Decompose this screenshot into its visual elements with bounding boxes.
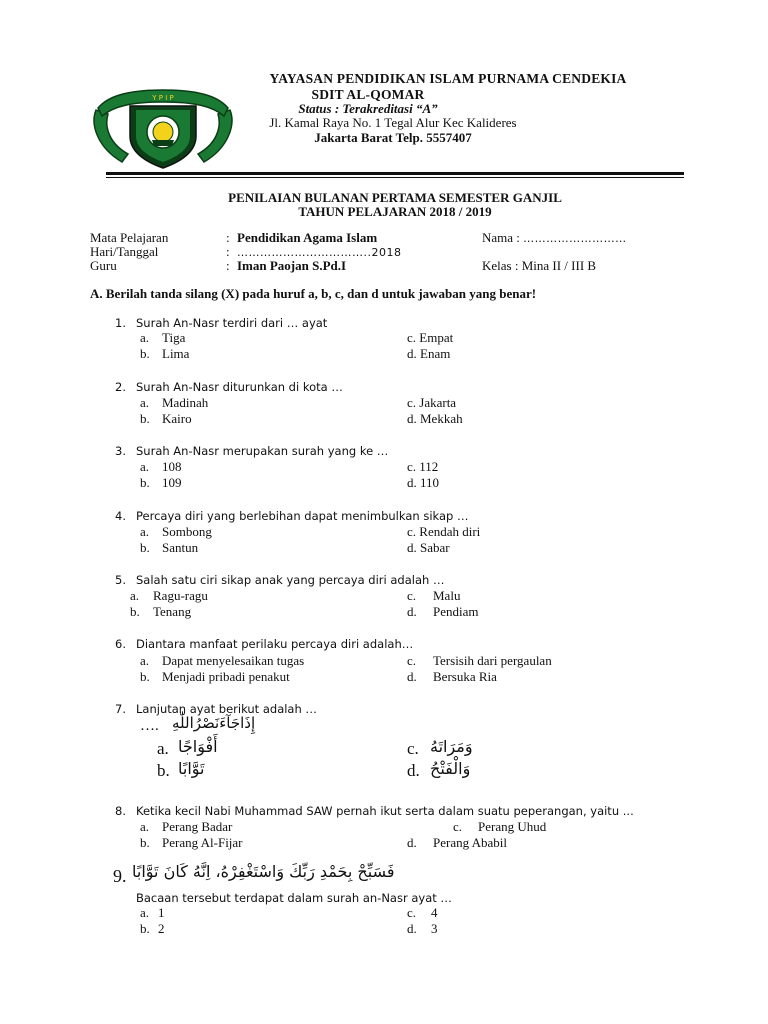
colon: : (226, 258, 230, 273)
question-number: 6. (115, 637, 126, 651)
option-b: Menjadi pribadi penakut (162, 669, 290, 684)
option-b: Tenang (153, 604, 192, 619)
option-d: d. Sabar (407, 540, 450, 555)
option-d: 3 (431, 921, 438, 936)
option-a-letter: a. (140, 459, 150, 474)
option-c-letter: c. (407, 588, 417, 603)
option-d-letter: d. (407, 669, 417, 684)
question-number: 7. (115, 702, 126, 716)
question-number: 8. (115, 804, 126, 818)
option-a: 108 (162, 459, 182, 474)
option-a-letter: a. (157, 739, 169, 758)
option-d-arabic: وَالْفَتْحُ (430, 759, 471, 778)
question-text: Lanjutan ayat berikut adalah … (136, 702, 317, 716)
option-a-letter: a. (140, 395, 150, 410)
option-d-letter: d. (407, 761, 420, 780)
option-c: c. 112 (407, 459, 439, 474)
option-a: Madinah (162, 395, 209, 410)
option-c: Tersisih dari pergaulan (433, 653, 552, 668)
option-b-arabic: تَوَّابًا (178, 759, 205, 778)
foundation-name: YAYASAN PENDIDIKAN ISLAM PURNAMA CENDEKIA (269, 71, 627, 86)
option-b: 109 (162, 475, 182, 490)
teacher-value: Iman Paojan S.Pd.I (237, 258, 347, 273)
option-d: d. 110 (407, 475, 440, 490)
question-text: Diantara manfaat perilaku percaya diri adalah… (136, 637, 414, 651)
date-label: Hari/Tanggal (90, 244, 159, 259)
header-rule-thick (106, 172, 684, 175)
option-b: Santun (162, 540, 199, 555)
question-text: Ketika kecil Nabi Muhammad SAW pernah ikut serta dalam suatu peperangan, yaitu ... (136, 804, 634, 818)
logo-text: Y P I P (152, 94, 174, 102)
subject-value: Pendidikan Agama Islam (237, 230, 378, 245)
option-a-letter: a. (140, 819, 150, 834)
option-c: Malu (433, 588, 461, 603)
question-text: Salah satu ciri sikap anak yang percaya diri adalah … (136, 573, 445, 587)
option-b-letter: b. (140, 411, 150, 426)
option-b-letter: b. (140, 540, 150, 555)
question-text: Percaya diri yang berlebihan dapat menimbulkan sikap … (136, 509, 469, 523)
school-name: SDIT AL-QOMAR (311, 87, 425, 102)
question-number: 4. (115, 509, 126, 523)
city-phone: Jakarta Barat Telp. 5557407 (314, 130, 472, 145)
option-a-letter: a. (130, 588, 140, 603)
option-b: Perang Al-Fijar (162, 835, 243, 850)
option-d: Perang Ababil (433, 835, 508, 850)
option-a-letter: a. (140, 905, 150, 920)
option-c: Perang Uhud (478, 819, 547, 834)
option-d-letter: d. (407, 604, 417, 619)
option-c: c. Empat (407, 330, 454, 345)
option-a-letter: a. (140, 524, 150, 539)
class-label: Kelas : Mina II / III B (482, 258, 597, 273)
option-b-letter: b. (130, 604, 140, 619)
option-b-letter: b. (157, 761, 170, 780)
question-text: Surah An-Nasr diturunkan di kota … (136, 380, 343, 394)
header-rule-thin (106, 177, 684, 178)
option-b: Kairo (162, 411, 192, 426)
option-b-letter: b. (140, 669, 150, 684)
name-label-text: Nama : (482, 230, 524, 245)
option-a: 1 (158, 905, 165, 920)
option-b-letter: b. (140, 921, 150, 936)
option-a: Tiga (162, 330, 186, 345)
option-c: c. Rendah diri (407, 524, 481, 539)
option-a-arabic: أَفْوَاجًا (178, 737, 218, 756)
instruction: A. Berilah tanda silang (X) pada huruf a, b, c, dan d untuk jawaban yang benar! (90, 286, 537, 301)
option-a: Perang Badar (162, 819, 233, 834)
option-a: Dapat menyelesaikan tugas (162, 653, 305, 668)
option-b-letter: b. (140, 346, 150, 361)
option-d: Pendiam (433, 604, 479, 619)
date-dots: ……………………………..2018 (237, 246, 402, 259)
option-d: d. Mekkah (407, 411, 463, 426)
subject-label: Mata Pelajaran (90, 230, 169, 245)
option-a-letter: a. (140, 653, 150, 668)
option-d-letter: d. (407, 835, 417, 850)
colon: : (226, 230, 230, 245)
option-c-arabic: وَمَرَاتَهُ (430, 737, 473, 756)
option-b: 2 (158, 921, 165, 936)
question-text: Bacaan tersebut terdapat dalam surah an-Nasr ayat … (136, 891, 452, 905)
option-d: Bersuka Ria (433, 669, 497, 684)
option-a-letter: a. (140, 330, 150, 345)
option-d-letter: d. (407, 921, 417, 936)
question-number: 1. (115, 316, 126, 330)
accreditation-status: Status : Terakreditasi “A” (298, 101, 438, 116)
option-b-letter: b. (140, 475, 150, 490)
arabic-verse: فَسَبِّحْ بِحَمْدِ رَبِّكَ وَاسْتَغْفِرْهُ، اِنَّهُ كَانَ تَوَّابًا (132, 862, 395, 881)
option-a: Sombong (162, 524, 212, 539)
question-number: 5. (115, 573, 126, 587)
exam-title: PENILAIAN BULANAN PERTAMA SEMESTER GANJIL (228, 190, 562, 205)
option-d: d. Enam (407, 346, 451, 361)
option-c-letter: c. (453, 819, 463, 834)
option-c-letter: c. (407, 739, 419, 758)
option-c-letter: c. (407, 653, 417, 668)
question-number: 3. (115, 444, 126, 458)
teacher-label: Guru (90, 258, 117, 273)
option-c-letter: c. (407, 905, 417, 920)
option-c: 4 (431, 905, 438, 920)
school-address: Jl. Kamal Raya No. 1 Tegal Alur Kec Kalideres (269, 115, 517, 130)
question-text: Surah An-Nasr terdiri dari … ayat (136, 316, 328, 330)
option-a: Ragu-ragu (153, 588, 208, 603)
question-text: Surah An-Nasr merupakan surah yang ke … (136, 444, 389, 458)
option-b: Lima (162, 346, 190, 361)
arabic-dots: …. (140, 718, 159, 734)
arabic-verse: إِذَاجَآءَنَصْرُاللّٰهِ (172, 714, 256, 732)
question-number: 9. (113, 866, 127, 886)
academic-year: TAHUN PELAJARAN 2018 / 2019 (298, 204, 492, 219)
question-number: 2. (115, 380, 126, 394)
option-b-letter: b. (140, 835, 150, 850)
colon: : (226, 244, 230, 259)
name-dots: ……………………… (523, 232, 627, 245)
name-label (482, 230, 627, 246)
option-c: c. Jakarta (407, 395, 457, 410)
